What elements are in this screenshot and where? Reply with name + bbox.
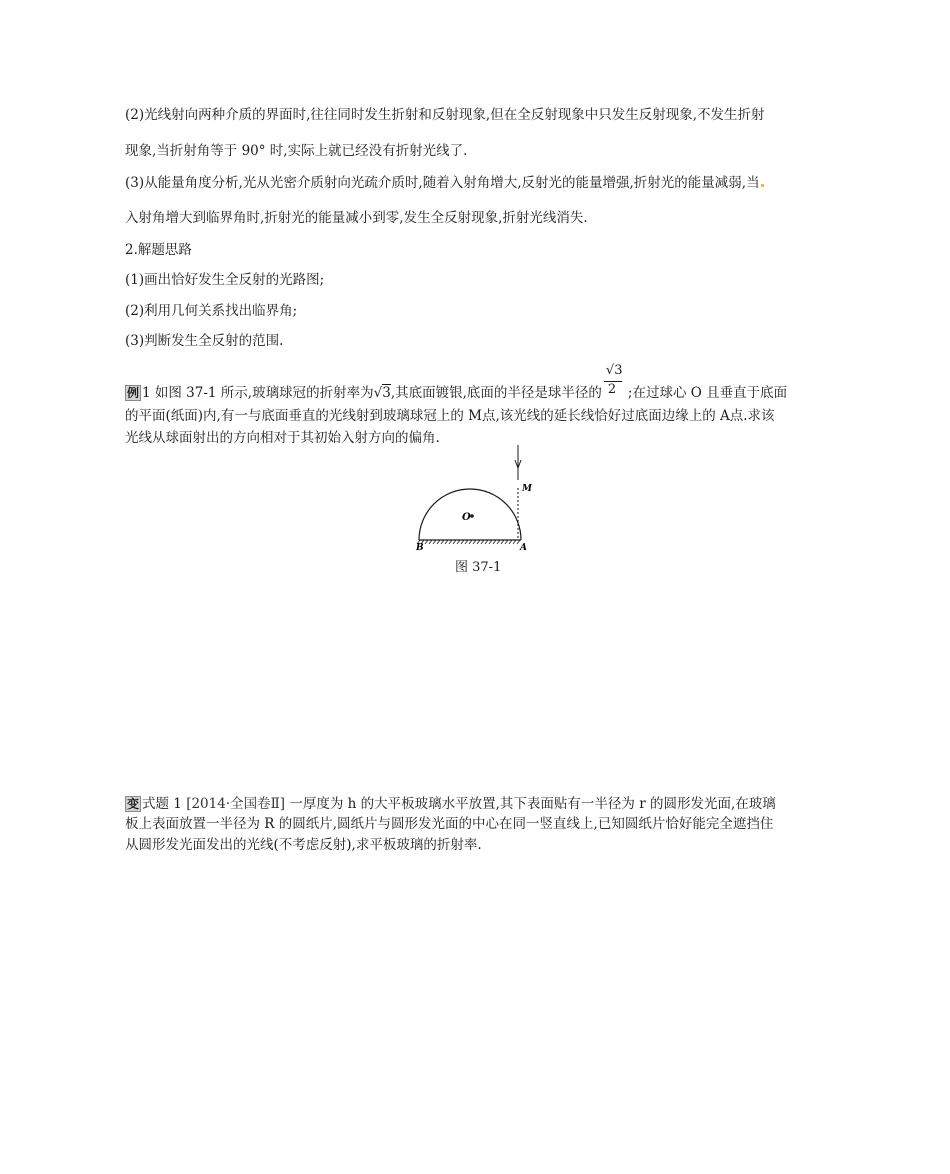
variant-tag: 变 [127, 797, 140, 811]
label-A: A [520, 543, 527, 553]
example-tag: 例 [127, 386, 140, 400]
example-1-text-c: ;在过球心 O 且垂直于底面 [627, 385, 788, 401]
fraction-denominator: 2 [607, 382, 617, 397]
highlight-mark-icon [761, 184, 764, 187]
paragraph-2-line-1: (2)光线射向两种介质的界面时,往往同时发生折射和反射现象,但在全反射现象中只发生反射现象,不发生折射 [125, 107, 765, 123]
example-1-line-2: 的平面(纸面)内,有一与底面垂直的光线射到玻璃球冠上的 M点,该光线的延长线恰好过底面边缘上的 A点.求该 [125, 408, 775, 424]
label-B: B [416, 543, 424, 553]
paragraph-3-line-1 [125, 174, 764, 192]
figure-37-1 [410, 440, 540, 555]
center-point [470, 514, 474, 518]
exam-source: [2014·全国卷Ⅱ] [186, 796, 286, 812]
example-1-text-b: ,其底面镀银,底面的半径是球半径的 [390, 385, 602, 401]
fraction-sqrt3-over-2 [602, 363, 628, 402]
example-1-text-a: 1 如图 37-1 所示,玻璃球冠的折射率为 [142, 385, 374, 401]
variant-1-line-1 [125, 795, 776, 813]
step-2: (2)利用几何关系找出临界角; [125, 303, 298, 319]
variant-1-line-3: 从圆形发光面发出的光线(不考虑反射),求平板玻璃的折射率. [125, 837, 482, 853]
label-M: M [522, 484, 532, 494]
variant-1-text-b: 一厚度为 h 的大平板玻璃水平放置,其下表面贴有一半径为 r 的圆形发光面,在玻璃 [285, 796, 776, 812]
section-heading: 2.解题思路 [125, 242, 192, 258]
example-1-line-1 [125, 363, 788, 402]
figure-caption: 图 37-1 [455, 560, 502, 575]
sqrt-3: √3 [373, 385, 391, 401]
fraction-numerator: √3 [605, 363, 623, 378]
variant-1-line-2: 板上表面放置一半径为 R 的圆纸片,圆纸片与圆形发光面的中心在同一竖直线上,已知圆纸片恰好能完全遮挡住 [125, 816, 774, 832]
example-1-line-3: 光线从球面射出的方向相对于其初始入射方向的偏角. [125, 430, 440, 446]
paragraph-3-line-1-text: (3)从能量角度分析,光从光密介质射向光疏介质时,随着入射角增大,反射光的能量增强,折射光的能量减弱,当 [125, 175, 760, 191]
paragraph-3-line-2: 入射角增大到临界角时,折射光的能量减小到零,发生全反射现象,折射光线消失. [125, 210, 588, 226]
step-1: (1)画出恰好发生全反射的光路图; [125, 272, 325, 288]
sqrt-radicand: 3 [382, 385, 391, 401]
step-3: (3)判断发生全反射的范围. [125, 333, 284, 349]
paragraph-2-line-2: 现象,当折射角等于 90° 时,实际上就已经没有折射光线了. [125, 143, 468, 159]
label-O: O [462, 512, 471, 523]
variant-1-text-a: 式题 1 [142, 796, 187, 812]
